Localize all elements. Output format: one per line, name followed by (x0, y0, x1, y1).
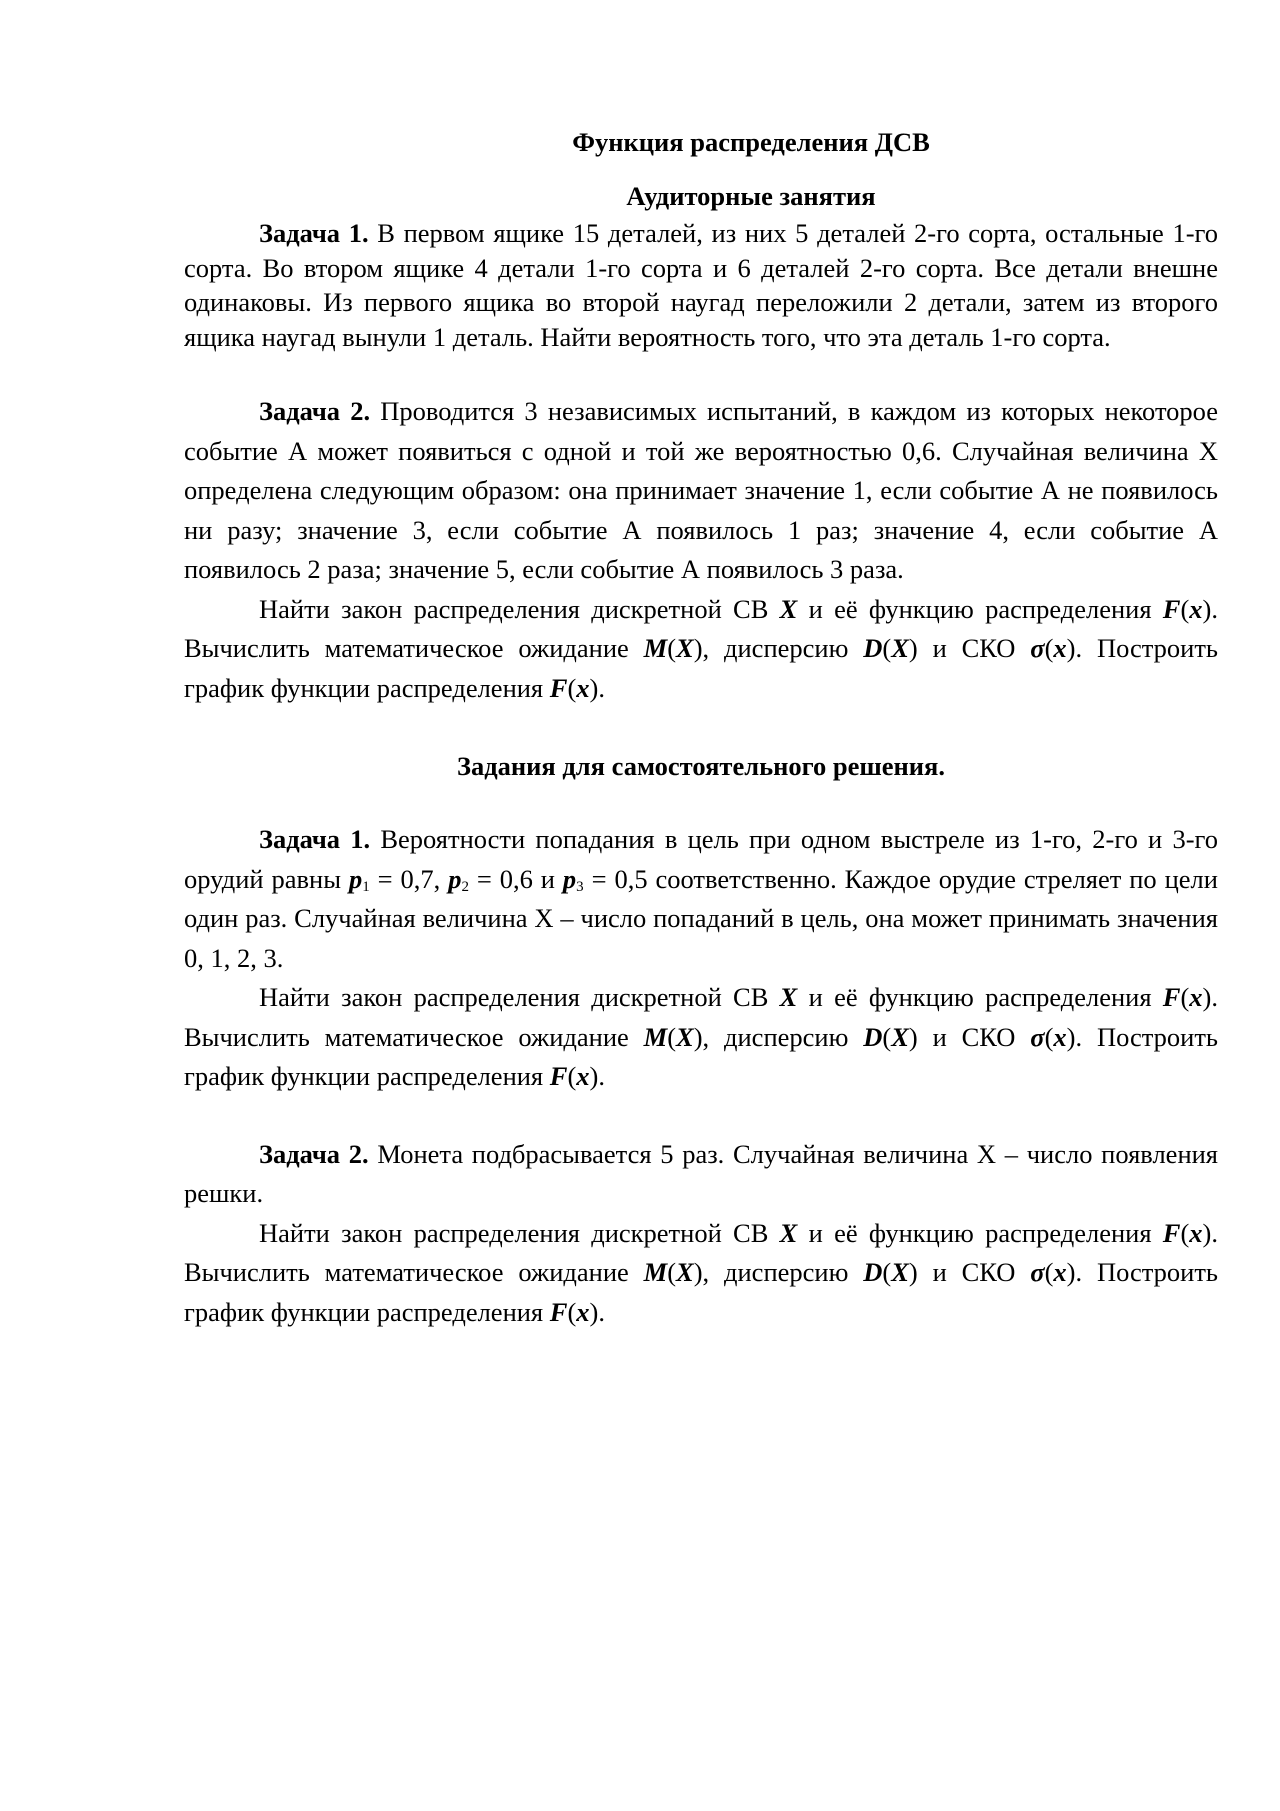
task-label: Задача 1. (259, 824, 371, 854)
section-title-self-study: Задания для самостоятельного решения. (457, 751, 945, 781)
sigma-symbol: σ (1030, 1021, 1045, 1052)
classroom-task-2 (184, 392, 1218, 590)
spacer (184, 1097, 1218, 1135)
document-content (184, 122, 1218, 1332)
self-study-task-2: Задача 2. Монета подбрасывается 5 раз. Случайная величина Х – число появления решки. (184, 1138, 1218, 1208)
task-label: Задача 1. (259, 218, 369, 248)
page-title: Функция распределения ДСВ (572, 127, 930, 157)
section-title-classroom: Аудиторные занятия (626, 181, 876, 211)
self-study-task-1: Задача 1. Вероятности попадания в цель при одном выстреле из 1-го, 2-го и 3-го орудий равны $p_1 = 0,7$, $p_2 = 0,6$ и $p_3 = 0,5$ соответственно. Каждое орудие стреляет по цели один раз. Случайная величина Х – число попаданий в цель, она может принимать значения 0, 1, 2, 3. (184, 824, 1218, 973)
task-label: Задача 2. (259, 396, 371, 426)
assignment-paragraph-1: Найти закон распределения дискретной СВ X и её функцию распределения F(x). Вычислить математическое ожидание M(X), дисперсию D(X) и СКО σ(x). Построить график функции распределения F(x). (184, 593, 1218, 703)
task-label: Задача 2. (259, 1138, 369, 1169)
sigma-symbol: σ (1030, 1257, 1045, 1287)
sigma-symbol: σ (1030, 633, 1045, 663)
task-text: Проводится 3 независимых испытаний, в каждом из которых некоторое событие А может появиться с одной и той же вероятностью 0,6. Случайная величина Х определена следующим образом: она принимает значение 1, если событие А не появилось ни разу; значение 3, если событие А появилось 1 раз; значение 4, если событие А появилось 2 раза; значение 5, если событие А появилось 3 раза. (184, 396, 1219, 584)
spacer (184, 708, 1218, 746)
assignment-paragraph-2: Найти закон распределения дискретной СВ X и её функцию распределения F(x). Вычислить математическое ожидание M(X), дисперсию D(X) и СКО σ(x). Построить график функции распределения F(x). (184, 982, 1218, 1091)
spacer (184, 786, 1218, 820)
task-text: В первом ящике 15 деталей, из них 5 деталей 2-го сорта, остальные 1-го сорта. Во втором ящике 4 детали 1-го сорта и 6 деталей 2-го сорта. Все детали внешне одинаковы. Из первого ящика во второй наугад переложили 2 детали, затем из второго ящика наугад вынули 1 деталь. Найти вероятность того, что эта деталь 1-го сорта. (184, 218, 1218, 352)
classroom-task-1 (184, 216, 1218, 354)
spacer (184, 354, 1218, 392)
assignment-paragraph-3: Найти закон распределения дискретной СВ X и её функцию распределения F(x). Вычислить математическое ожидание M(X), дисперсию D(X) и СКО σ(x). Построить график функции распределения F(x). (184, 1217, 1218, 1327)
